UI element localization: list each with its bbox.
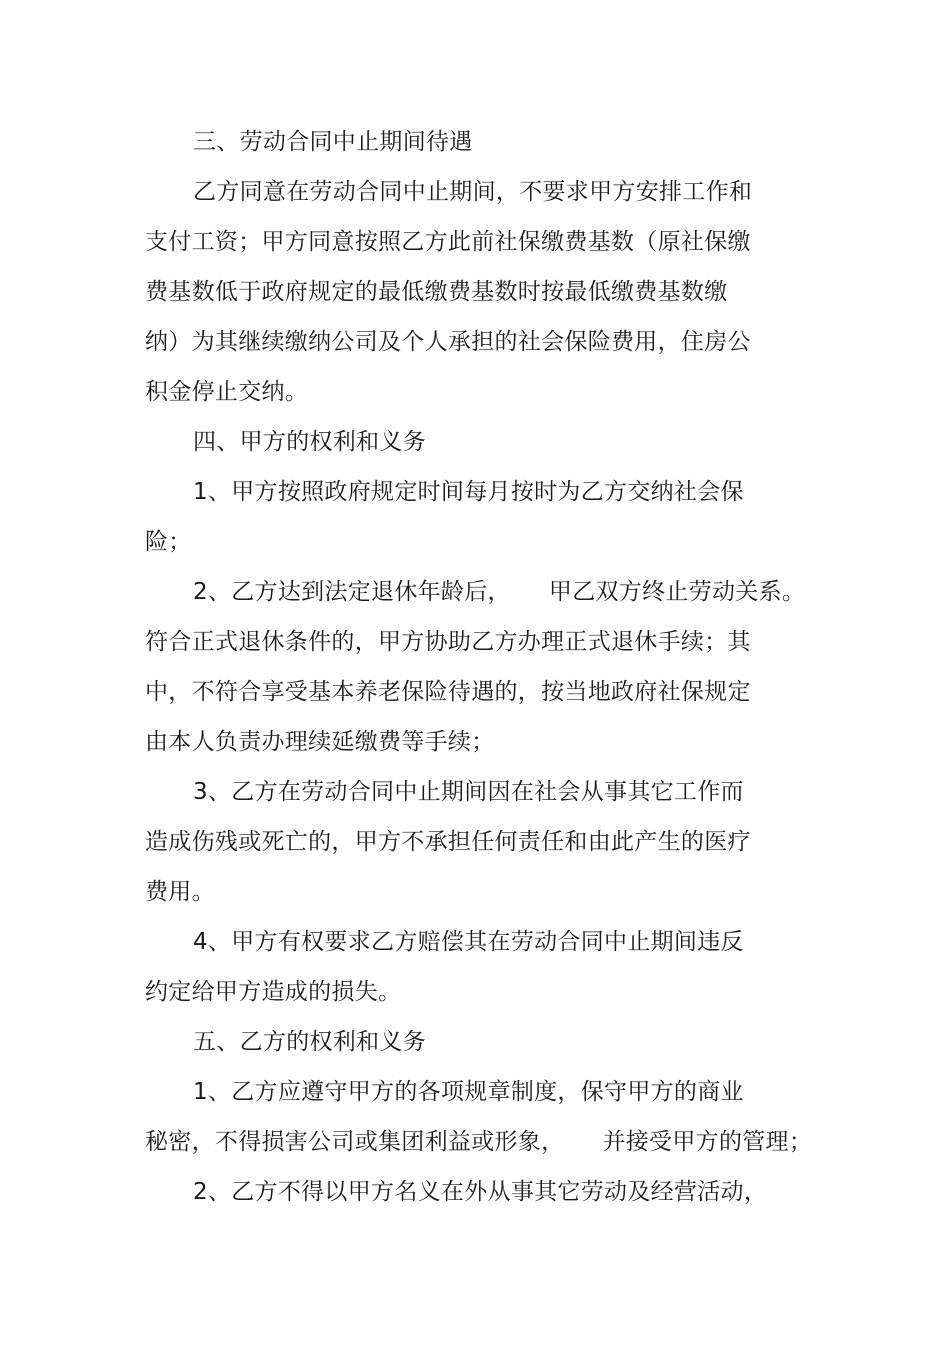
paragraph-line: 积金停止交纳。: [145, 379, 309, 405]
paragraph-line: 造成伤残或死亡的，甲方不承担任何责任和由此产生的医疗: [145, 829, 751, 855]
paragraph-line: 符合正式退休条件的，甲方协助乙方办理正式退休手续；其: [145, 629, 751, 655]
paragraph-line: 支付工资；甲方同意按照乙方此前社保缴费基数（原社保缴: [145, 229, 751, 255]
paragraph-line: 3、乙方在劳动合同中止期间因在社会从事其它工作而: [193, 779, 744, 805]
paragraph-line: 4、甲方有权要求乙方赔偿其在劳动合同中止期间违反: [193, 929, 744, 955]
paragraph-line: 秘密，不得损害公司或集团利益或形象， 并接受甲方的管理；: [145, 1129, 813, 1155]
paragraph-line: 费用。: [145, 879, 215, 905]
paragraph-line: 2、乙方不得以甲方名义在外从事其它劳动及经营活动，: [193, 1179, 768, 1205]
paragraph-line: 1、甲方按照政府规定时间每月按时为乙方交纳社会保: [193, 479, 744, 505]
paragraph-line: 约定给甲方造成的损失。: [145, 979, 402, 1005]
paragraph-line: 险；: [145, 529, 192, 555]
paragraph-line: 费基数低于政府规定的最低缴费基数时按最低缴费基数缴: [145, 279, 728, 305]
paragraph-line: 乙方同意在劳动合同中止期间，不要求甲方安排工作和: [193, 179, 753, 205]
paragraph-line: 纳）为其继续缴纳公司及个人承担的社会保险费用，住房公: [145, 329, 751, 355]
section-heading-4: 四、甲方的权利和义务: [193, 429, 426, 455]
section-heading-3: 三、劳动合同中止期间待遇: [193, 129, 473, 155]
paragraph-line: 2、乙方达到法定退休年龄后， 甲乙双方终止劳动关系。: [193, 579, 806, 605]
paragraph-line: 1、乙方应遵守甲方的各项规章制度，保守甲方的商业: [193, 1079, 744, 1105]
paragraph-line: 由本人负责办理续延缴费等手续；: [145, 729, 495, 755]
paragraph-line: 中，不符合享受基本养老保险待遇的，按当地政府社保规定: [145, 679, 751, 705]
section-heading-5: 五、乙方的权利和义务: [193, 1029, 426, 1055]
